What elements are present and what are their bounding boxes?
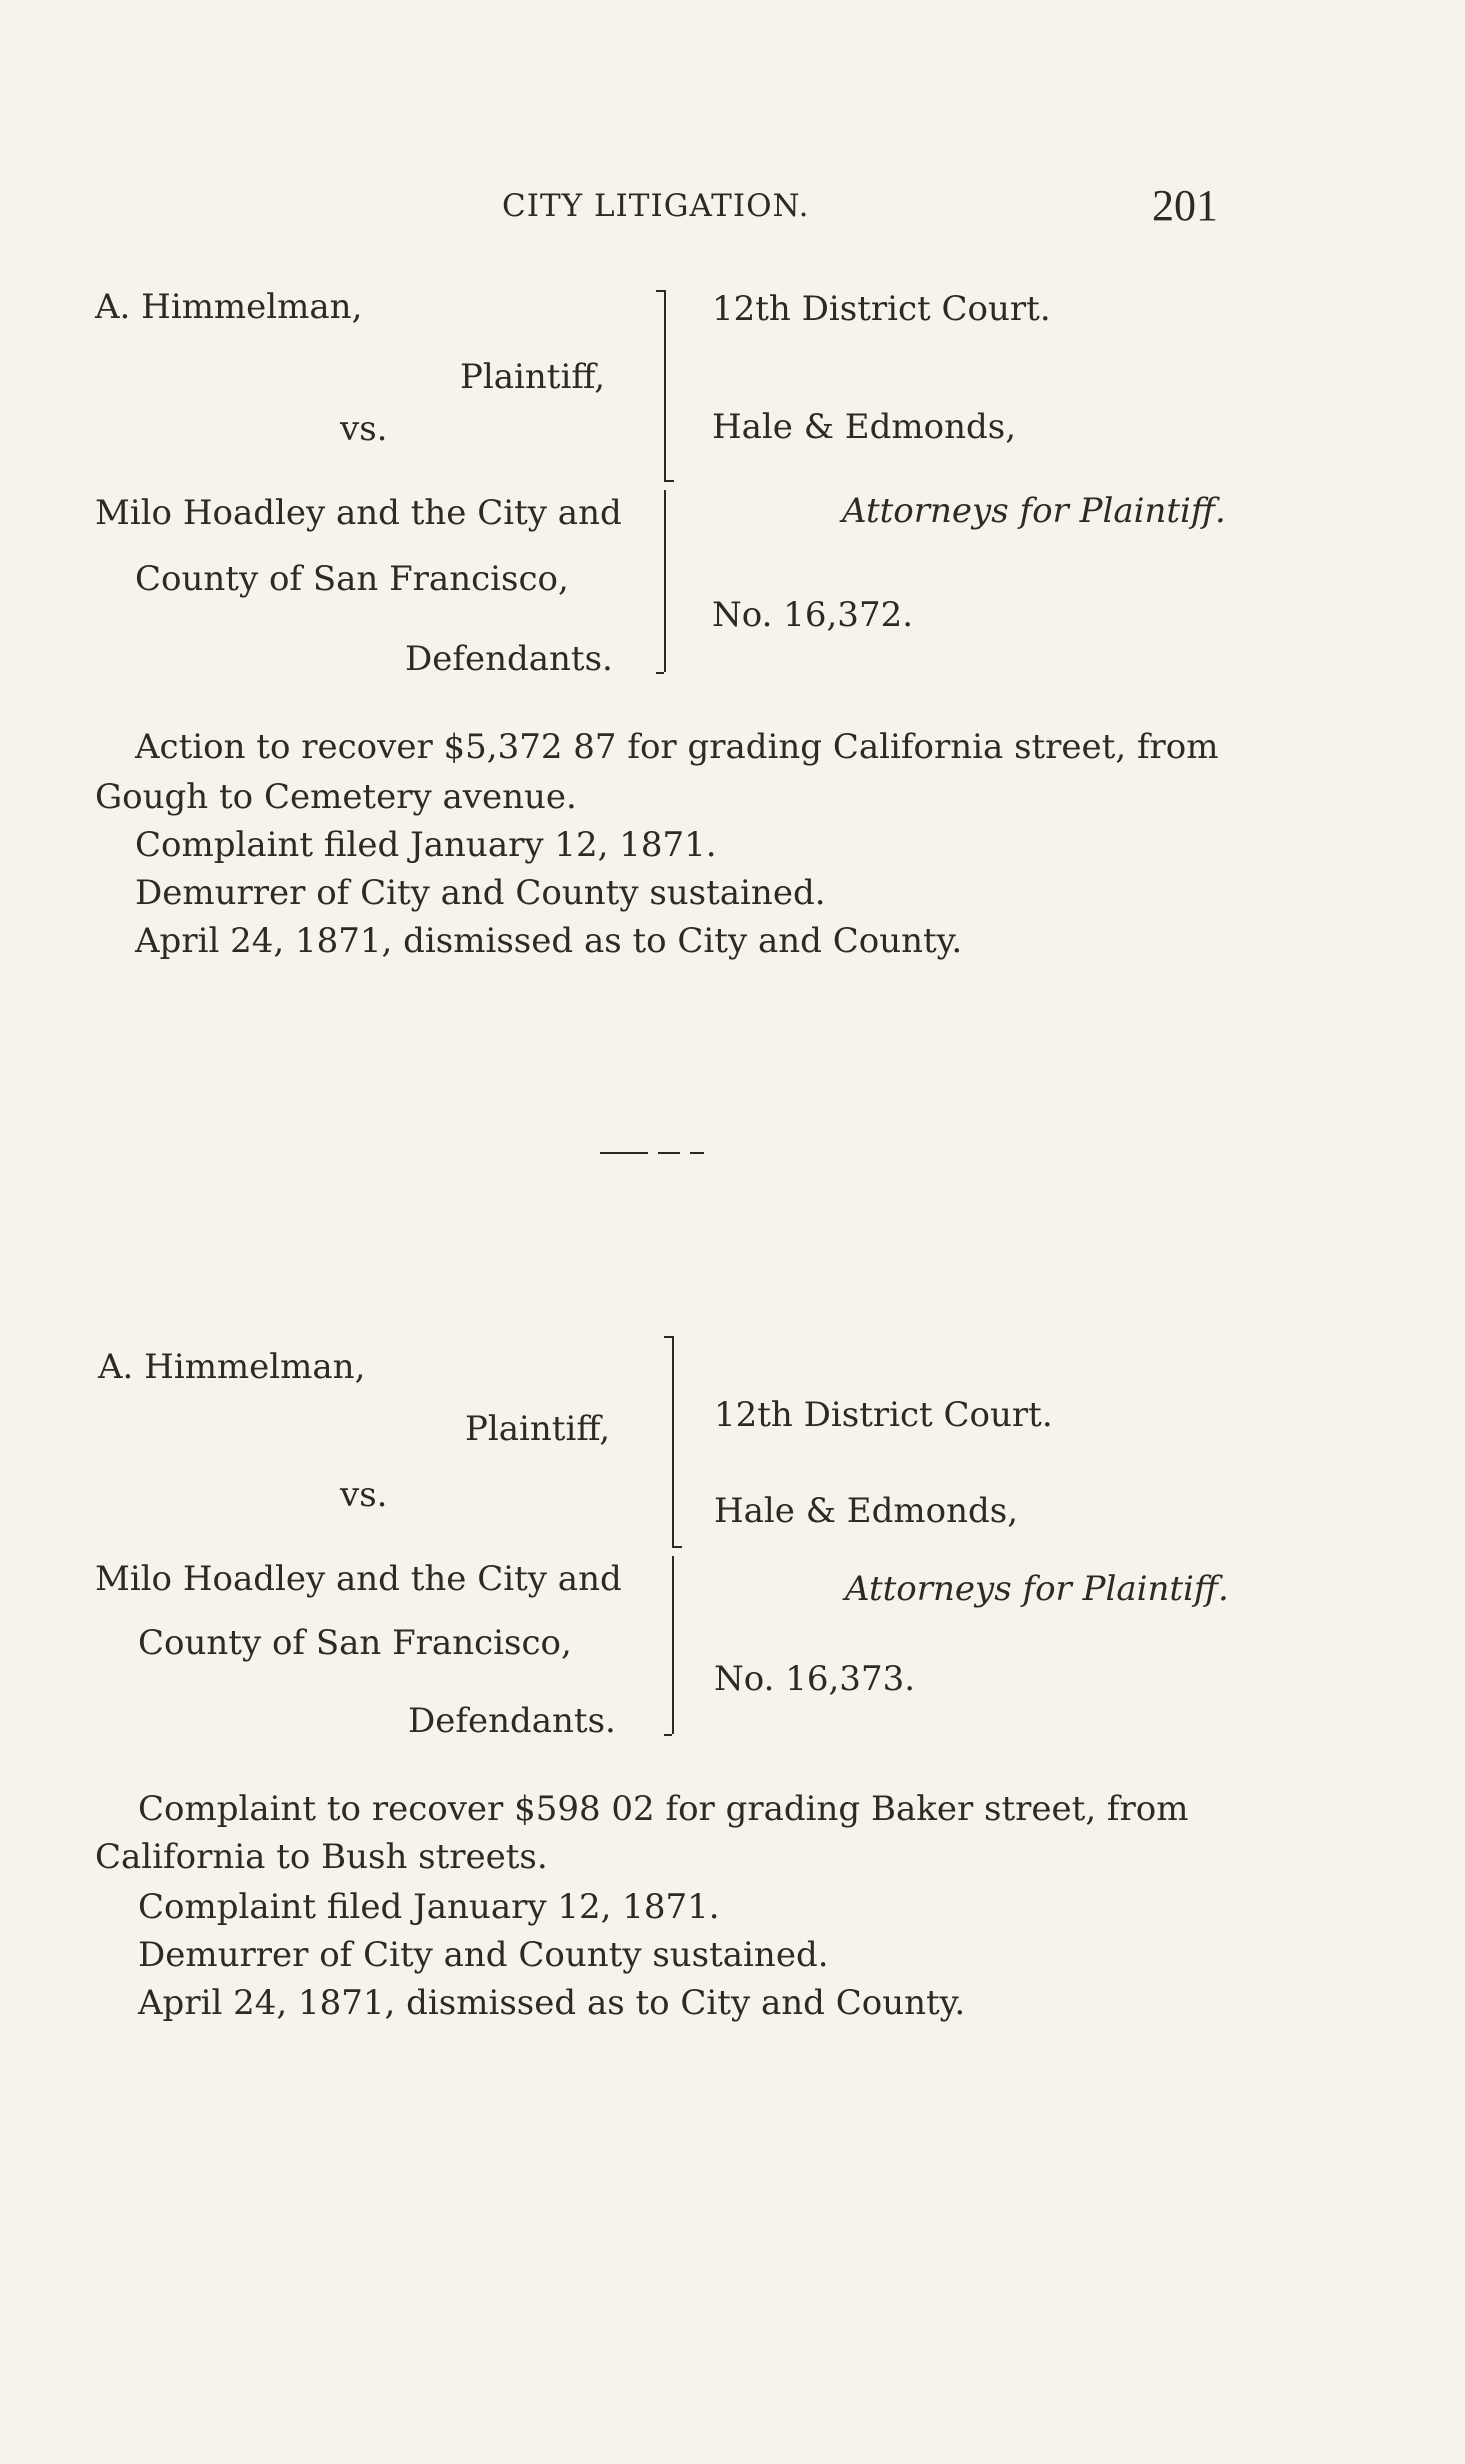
- running-title: CITY LITIGATION.: [502, 188, 810, 224]
- defendant-line-2: County of San Francisco,: [135, 559, 569, 599]
- demurrer-note: Demurrer of City and County sustained.: [135, 873, 826, 913]
- plaintiff-name: A. Himmelman,: [98, 1347, 366, 1387]
- defendant-role: Defendants.: [405, 639, 613, 679]
- case-number: No. 16,373.: [714, 1659, 916, 1699]
- court-name: 12th District Court.: [714, 1395, 1053, 1435]
- demurrer-note: Demurrer of City and County sustained.: [138, 1935, 829, 1975]
- versus-label: vs.: [340, 1475, 388, 1515]
- defendant-line-1: Milo Hoadley and the City and: [95, 493, 622, 533]
- summary-line-1: Action to recover $5,372 87 for grading California street, from: [135, 727, 1219, 767]
- summary-line-1: Complaint to recover $598 02 for grading Baker street, from: [138, 1789, 1189, 1829]
- plaintiff-name: A. Himmelman,: [95, 287, 363, 327]
- court-name: 12th District Court.: [712, 289, 1051, 329]
- defendant-role: Defendants.: [408, 1701, 616, 1741]
- attorneys-role: Attorneys for Plaintiff.: [842, 491, 1226, 531]
- attorneys-name: Hale & Edmonds,: [714, 1491, 1019, 1531]
- defendant-line-1: Milo Hoadley and the City and: [95, 1559, 622, 1599]
- versus-label: vs.: [340, 409, 388, 449]
- filed-note: Complaint filed January 12, 1871.: [135, 825, 717, 865]
- attorneys-name: Hale & Edmonds,: [712, 407, 1017, 447]
- dismissal-note: April 24, 1871, dismissed as to City and County.: [135, 921, 963, 961]
- attorneys-role: Attorneys for Plaintiff.: [845, 1569, 1229, 1609]
- defendant-line-2: County of San Francisco,: [138, 1623, 572, 1663]
- summary-line-2: Gough to Cemetery avenue.: [95, 777, 577, 817]
- summary-line-2: California to Bush streets.: [95, 1837, 548, 1877]
- filed-note: Complaint filed January 12, 1871.: [138, 1887, 720, 1927]
- case-number: No. 16,372.: [712, 595, 914, 635]
- dismissal-note: April 24, 1871, dismissed as to City and County.: [138, 1983, 966, 2023]
- plaintiff-role: Plaintiff,: [460, 357, 606, 397]
- page-number: 201: [1152, 181, 1218, 230]
- plaintiff-role: Plaintiff,: [465, 1409, 611, 1449]
